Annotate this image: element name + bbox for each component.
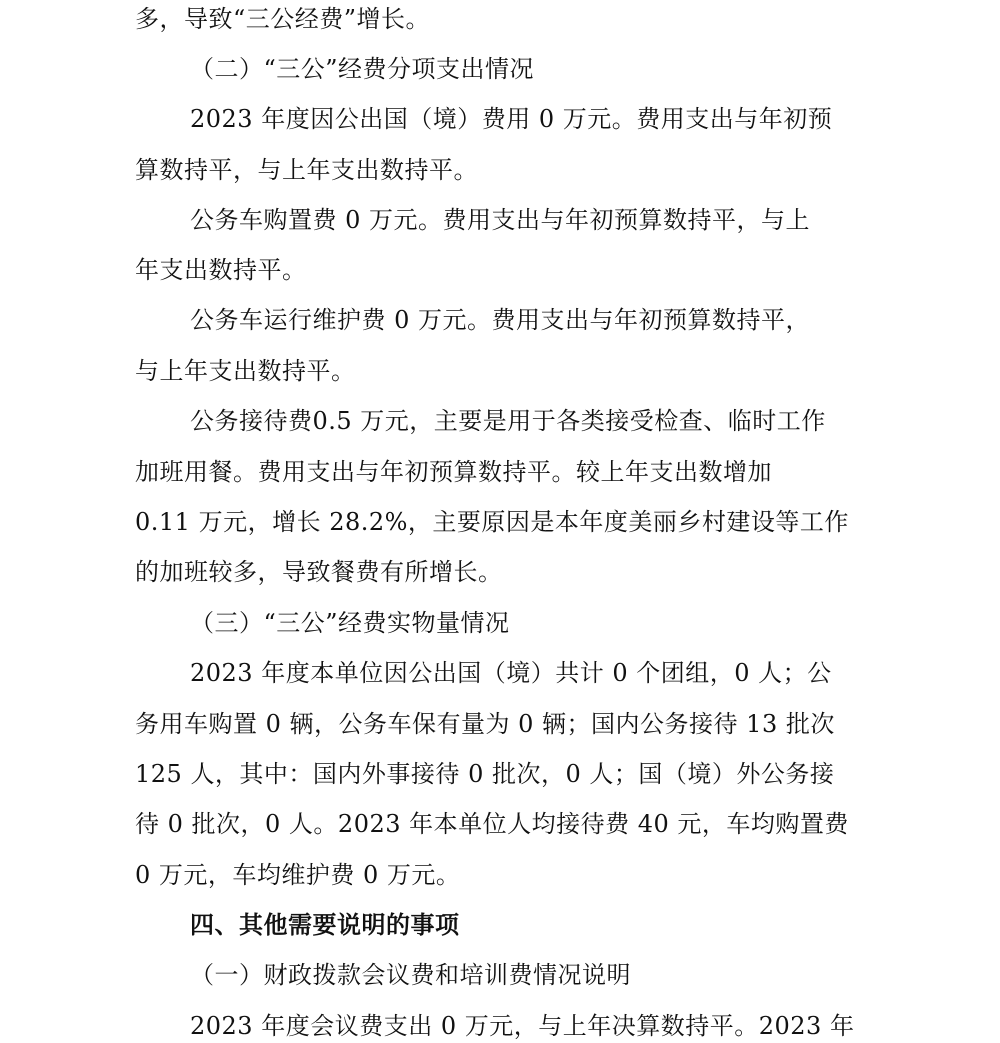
text-line: 多，导致“三公经费”增长。 [135, 5, 431, 33]
text-line: 加班用餐。费用支出与年初预算数持平。较上年支出数增加 [135, 458, 772, 486]
text-line: 待 0 批次，0 人。2023 年本单位人均接待费 40 元，车均购置费 [135, 810, 849, 838]
text-line: 2023 年度因公出国（境）费用 0 万元。费用支出与年初预 [190, 105, 833, 133]
text-line: 算数持平，与上年支出数持平。 [135, 156, 478, 184]
text-line: 的加班较多，导致餐费有所增长。 [135, 558, 503, 586]
text-line: 2023 年度会议费支出 0 万元，与上年决算数持平。2023 年 [190, 1012, 855, 1040]
section-heading: 四、其他需要说明的事项 [190, 911, 460, 939]
text-line: 2023 年度本单位因公出国（境）共计 0 个团组，0 人；公 [190, 659, 832, 687]
text-line: 务用车购置 0 辆，公务车保有量为 0 辆；国内公务接待 13 批次 [135, 710, 835, 738]
text-line: 与上年支出数持平。 [135, 357, 356, 385]
text-line: 0 万元，车均维护费 0 万元。 [135, 861, 461, 889]
text-line: 公务车运行维护费 0 万元。费用支出与年初预算数持平， [190, 306, 811, 334]
text-line: 125 人，其中：国内外事接待 0 批次，0 人；国（境）外公务接 [135, 760, 835, 788]
text-line: 公务接待费0.5 万元，主要是用于各类接受检查、临时工作 [190, 407, 826, 435]
text-line: 年支出数持平。 [135, 256, 307, 284]
subsection-heading: （一）财政拨款会议费和培训费情况说明 [190, 961, 631, 989]
subsection-heading: （二）“三公”经费分项支出情况 [190, 55, 535, 83]
text-line: 0.11 万元，增长 28.2%，主要原因是本年度美丽乡村建设等工作 [135, 508, 849, 536]
text-line: 公务车购置费 0 万元。费用支出与年初预算数持平，与上 [190, 206, 811, 234]
subsection-heading: （三）“三公”经费实物量情况 [190, 609, 510, 637]
